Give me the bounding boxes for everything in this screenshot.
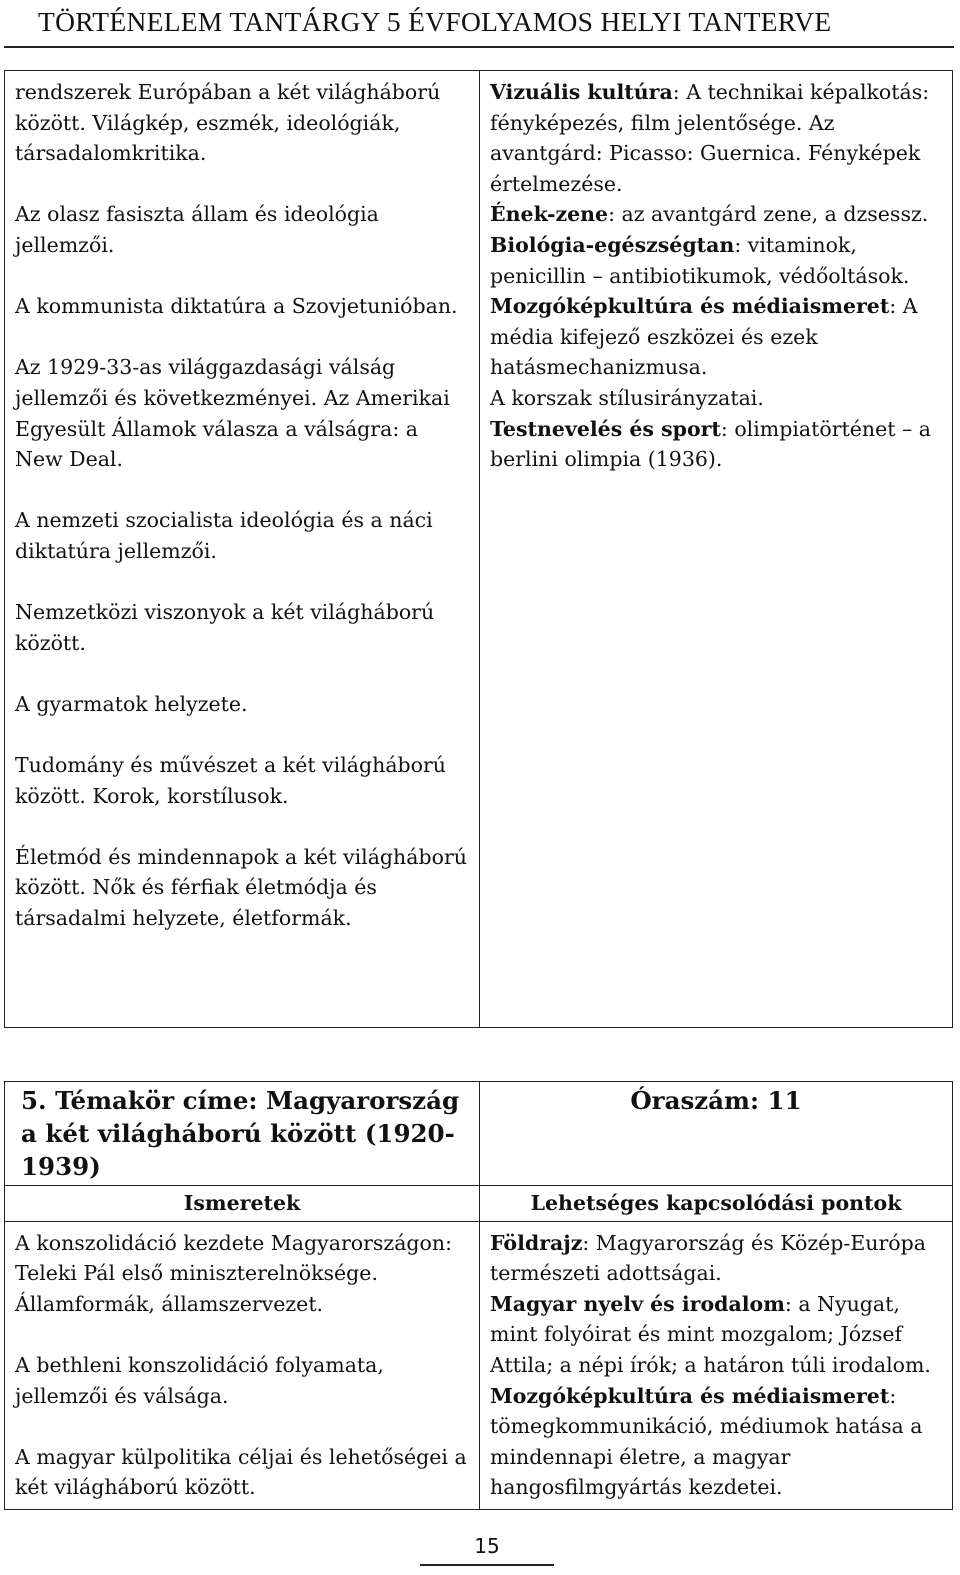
connection-item (490, 1228, 942, 1289)
connection-item (490, 383, 942, 414)
connections-cell (480, 1221, 953, 1509)
subject-name: Biológia-egészségtan (490, 232, 735, 257)
connection-item (490, 414, 942, 475)
subject-name: Mozgóképkultúra és médiaismeret (490, 294, 890, 319)
knowledge-item: A kommunista diktatúra a Szovjetunióban. (15, 294, 458, 319)
connection-text: A korszak stílusirányzatai. (490, 385, 764, 410)
page-number: 15 (420, 1532, 554, 1566)
topic-title-cell (5, 1082, 480, 1186)
subject-name: Magyar nyelv és irodalom (490, 1291, 785, 1316)
column-header-connections: Lehetséges kapcsolódási pontok (480, 1186, 953, 1222)
connection-text: : az avantgárd zene, a dzsessz. (608, 202, 929, 227)
document-header: TÖRTÉNELEM TANTÁRGY 5 ÉVFOLYAMOS HELYI TANTERVE (4, 2, 954, 48)
column-header-knowledge: Ismeretek (5, 1186, 480, 1222)
knowledge-cell (5, 1221, 480, 1509)
connection-item (490, 1289, 942, 1381)
connection-text: : vitaminok, penicillin – antibiotikumok, védőoltások. (490, 232, 910, 288)
knowledge-item: A gyarmatok helyzete. (15, 691, 248, 716)
subject-name: Testnevelés és sport (490, 416, 721, 441)
hours-label: Óraszám: 11 (630, 1086, 802, 1115)
subject-name: Ének-zene (490, 202, 609, 227)
knowledge-item: Nemzetközi viszonyok a két világháború között. (15, 600, 435, 655)
connection-text: : A média kifejező eszközei és ezek hatásmechanizmusa. (490, 294, 918, 380)
hours-cell (480, 1082, 953, 1186)
subject-name: Vizuális kultúra (490, 80, 673, 104)
connection-item (490, 199, 942, 230)
knowledge-item: Az 1929-33-as világgazdasági válság jellemzői és következményei. Az Amerikai Egyesült Államok válasza a válságra: a New Deal. (15, 355, 450, 472)
connection-text: : tömegkommunikáció, médiumok hatása a mindennapi életre, a magyar hangosfilmgyártás kezdetei. (490, 1383, 923, 1500)
knowledge-cell (5, 71, 480, 1028)
connection-text: : Magyarország és Közép-Európa természeti adottságai. (490, 1230, 926, 1286)
connection-item (490, 1381, 942, 1503)
knowledge-item: Életmód és mindennapok a két világháború között. Nők és férfiak életmódja és társadalmi helyzete, életformák. (15, 844, 467, 931)
connection-item (490, 291, 942, 383)
connection-item (490, 77, 942, 199)
knowledge-item: A konszolidáció kezdete Magyarországon: Teleki Pál első miniszterelnöksége. Államformák, államszervezet. (15, 1230, 452, 1316)
knowledge-item: Az olasz fasiszta állam és ideológia jellemzői. (15, 202, 379, 257)
connection-item (490, 230, 942, 291)
subject-name: Földrajz (490, 1230, 583, 1255)
connection-text: : A technikai képalkotás: fényképezés, film jelentősége. Az avantgárd: Picasso: Guernica. Fényképek értelmezése. (490, 80, 930, 196)
knowledge-item: A bethleni konszolidáció folyamata, jellemzői és válsága. (15, 1352, 384, 1408)
knowledge-item: rendszerek Európában a két világháború között. Világkép, eszmék, ideológiák, társadalomkritika. (15, 80, 441, 166)
knowledge-item: A magyar külpolitika céljai és lehetőségei a két világháború között. (15, 1444, 467, 1500)
subject-name: Mozgóképkultúra és médiaismeret (490, 1383, 890, 1408)
knowledge-item: Tudomány és művészet a két világháború között. Korok, korstílusok. (15, 753, 447, 808)
curriculum-table-continued (4, 70, 953, 1028)
knowledge-item: A nemzeti szocialista ideológia és a náci diktatúra jellemzői. (15, 508, 433, 563)
connection-text: : olimpiatörténet – a berlini olimpia (1936). (490, 416, 931, 472)
topic-5-table (4, 1081, 953, 1510)
connections-cell (480, 71, 953, 1028)
topic-title: 5. Témakör címe: Magyarország a két világháború között (1920-1939) (21, 1086, 460, 1181)
connection-text: : a Nyugat, mint folyóirat és mint mozgalom; József Attila; a népi írók; a határon túli irodalom. (490, 1291, 931, 1377)
